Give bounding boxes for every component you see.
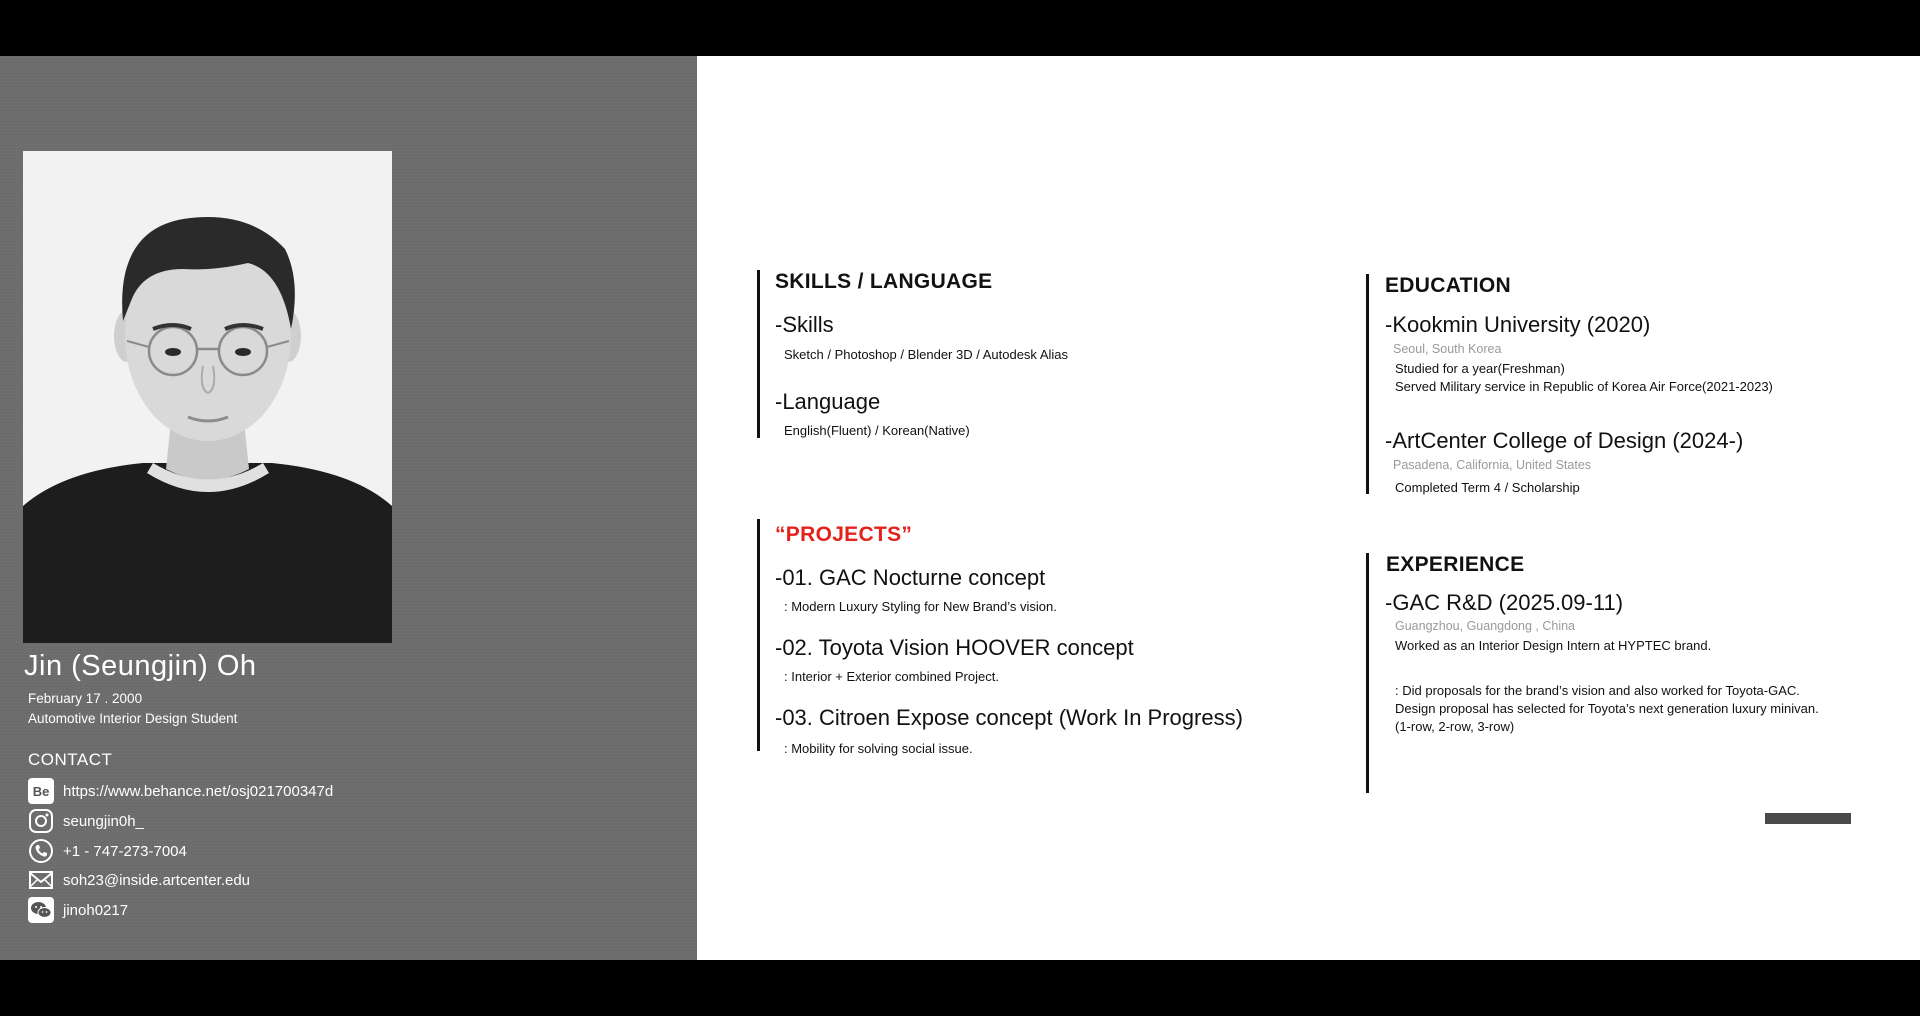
experience-detail-3: (1-row, 2-row, 3-row) [1395, 719, 1515, 734]
project-2-title: -02. Toyota Vision HOOVER concept [775, 635, 1134, 660]
contact-mail[interactable] [28, 867, 250, 893]
experience-detail-2: Design proposal has selected for Toyota’s next generation luxury minivan. [1395, 701, 1819, 716]
projects-title: “PROJECTS” [775, 523, 913, 546]
profile-photo [23, 151, 392, 643]
language-heading: -Language [775, 389, 881, 414]
project-1-title: -01. GAC Nocturne concept [775, 565, 1046, 590]
profile-dob: February 17 . 2000 [28, 691, 143, 706]
project-2-desc: : Interior + Exterior combined Project. [784, 669, 999, 684]
contact-wechat[interactable] [28, 897, 128, 923]
experience-item-title: -GAC R&D (2025.09-11) [1385, 590, 1624, 615]
contact-phone[interactable] [28, 838, 187, 864]
education-1-line-2: Served Military service in Republic of Korea Air Force(2021-2023) [1395, 379, 1773, 394]
education-2-location: Pasadena, California, United States [1393, 458, 1592, 472]
contact-instagram-text[interactable]: seungjin0h_ [63, 812, 144, 830]
education-2-title: -ArtCenter College of Design (2024-) [1385, 428, 1744, 453]
contact-instagram[interactable] [28, 808, 144, 834]
skills-title: SKILLS / LANGUAGE [775, 270, 993, 293]
project-1-desc: : Modern Luxury Styling for New Brand’s vision. [784, 599, 1057, 614]
education-1-location: Seoul, South Korea [1393, 342, 1502, 356]
phone-icon [28, 838, 54, 864]
profile-role: Automotive Interior Design Student [28, 711, 238, 726]
mail-icon [28, 867, 54, 893]
contact-wechat-text[interactable]: jinoh0217 [63, 901, 129, 919]
skills-heading: -Skills [775, 312, 834, 337]
contact-title: CONTACT [28, 750, 113, 769]
portrait-illustration [23, 151, 392, 643]
education-section [1366, 274, 1839, 494]
contact-mail-text[interactable]: soh23@inside.artcenter.edu [63, 871, 251, 889]
skills-section [757, 270, 1160, 438]
resume-page [0, 56, 1920, 960]
experience-location: Guangzhou, Guangdong , China [1395, 619, 1575, 633]
education-2-line-1: Completed Term 4 / Scholarship [1395, 480, 1580, 495]
behance-icon: Be [28, 778, 54, 804]
contact-behance[interactable] [28, 778, 333, 804]
project-3-desc: : Mobility for solving social issue. [784, 741, 973, 756]
experience-line-1: Worked as an Interior Design Intern at HYPTEC brand. [1395, 638, 1712, 653]
project-3-title: -03. Citroen Expose concept (Work In Progress) [775, 705, 1243, 730]
skills-text: Sketch / Photoshop / Blender 3D / Autodesk Alias [784, 347, 1069, 362]
profile-panel [0, 56, 697, 960]
wechat-icon [28, 897, 54, 923]
instagram-icon [28, 808, 54, 834]
education-1-line-1: Studied for a year(Freshman) [1395, 361, 1565, 376]
experience-section [1366, 553, 1849, 793]
contact-behance-text[interactable]: https://www.behance.net/osj021700347d [63, 782, 334, 800]
contact-phone-text[interactable]: +1 - 747-273-7004 [63, 842, 187, 860]
profile-name: Jin (Seungjin) Oh [24, 650, 257, 682]
page-indicator-bar [1765, 813, 1851, 824]
education-1-title: -Kookmin University (2020) [1385, 312, 1651, 337]
language-text: English(Fluent) / Korean(Native) [784, 423, 970, 438]
projects-section [757, 519, 1320, 756]
education-title: EDUCATION [1385, 274, 1511, 297]
experience-title: EXPERIENCE [1386, 553, 1525, 576]
experience-detail-1: : Did proposals for the brand’s vision and also worked for Toyota-GAC. [1395, 683, 1800, 698]
